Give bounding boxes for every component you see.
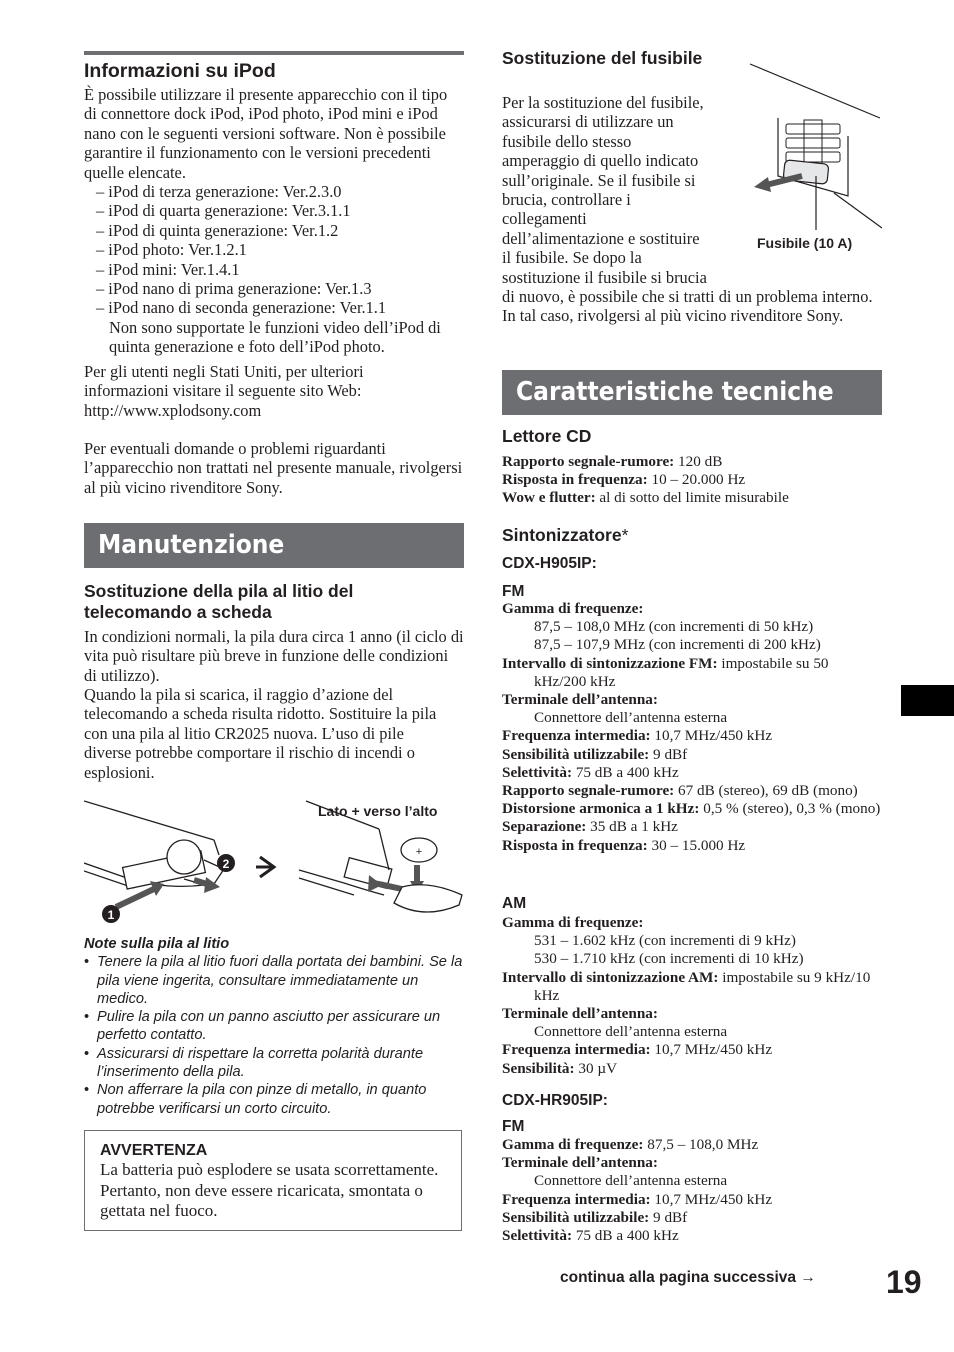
- fuse-title: Sostituzione del fusibile: [502, 48, 703, 68]
- spec-label: Intervallo di sintonizzazione FM:: [502, 654, 718, 672]
- fm-specs: [502, 600, 882, 855]
- spec-value: 531 – 1.602 kHz (con incrementi di 9 kHz): [534, 932, 796, 950]
- spec-value: 10,7 MHz/450 kHz: [654, 727, 773, 745]
- fuse-panel-line: [834, 193, 882, 228]
- list-item: – iPod di terza generazione: Ver.2.3.0: [96, 182, 342, 201]
- spec-value: 87,5 – 108,0 MHz (con incrementi di 50 kHz): [534, 618, 814, 636]
- fuse-text-tail: di nuovo, è possibile che si tratti di un problema interno. In tal caso, rivolgersi al più vicino rivenditore Sony.: [502, 287, 873, 326]
- list-item: – iPod di quarta generazione: Ver.3.1.1: [96, 201, 351, 221]
- page-number: 19: [886, 1264, 922, 1300]
- spec-value: al di sotto del limite misurabile: [599, 489, 789, 507]
- tray-arrow-head: [368, 875, 382, 892]
- spec-value: 530 – 1.710 kHz (con incrementi di 10 kHz): [534, 950, 804, 968]
- continue-note: continua alla pagina successiva →: [560, 1269, 816, 1286]
- battery-text: In condizioni normali, la pila dura circa 1 anno (il ciclo di vita può risultare più breve in funzione delle condizioni di utilizzo).: [84, 627, 464, 685]
- spec-value: 0,5 % (stereo), 0,3 % (mono): [703, 800, 881, 818]
- fm-heading: FM: [502, 583, 525, 600]
- spec-label: Gamma di frequenze:: [502, 914, 644, 931]
- ipod-title: Informazioni su iPod: [84, 60, 276, 82]
- spec-label: Frequenza intermedia:: [502, 1190, 651, 1208]
- spec-label: Sensibilità utilizzabile:: [502, 1208, 650, 1226]
- step-1-label: 1: [107, 908, 115, 922]
- battery-illustration: [84, 795, 464, 930]
- fuse-line: brucia, controllare i: [502, 190, 631, 210]
- spec-value: 9 dBf: [653, 745, 688, 763]
- top-rule: [84, 51, 464, 55]
- fm2-heading: FM: [502, 1118, 525, 1135]
- spec-label: Frequenza intermedia:: [502, 1041, 651, 1059]
- spec-label: Separazione:: [502, 818, 587, 836]
- fuse-panel: [778, 118, 848, 196]
- list-item: – iPod photo: Ver.1.2.1: [96, 240, 247, 260]
- section-tab: [901, 685, 954, 716]
- spec-label: Rapporto segnale-rumore:: [502, 782, 675, 800]
- battery-side-label: Lato + verso l’alto: [318, 803, 438, 819]
- warning-text: La batteria può esplodere se usata scorrettamente. Pertanto, non deve essere ricaricata, smontata o gettata nel fuoco.: [100, 1160, 439, 1220]
- am-heading: AM: [502, 895, 527, 912]
- list-item: – iPod nano di prima generazione: Ver.1.3: [96, 279, 372, 299]
- remote-left-drawing: [84, 801, 224, 889]
- spec-label: Wow e flutter:: [502, 489, 596, 507]
- usa-info: Per gli utenti negli Stati Uniti, per ulteriori informazioni visitare il seguente sito Web:: [84, 362, 364, 401]
- spec-value: 75 dB a 400 kHz: [575, 763, 679, 781]
- fuse-line: fusibile dello stesso: [502, 131, 632, 151]
- spec-label: Rapporto segnale-rumore:: [502, 453, 675, 470]
- fuse-line: assicurarsi di utilizzare un: [502, 112, 674, 132]
- fuse-connector: [786, 120, 840, 166]
- website-link[interactable]: http://www.xplodsony.com: [84, 401, 262, 420]
- specs-heading: Caratteristiche tecniche: [502, 370, 882, 415]
- spec-value: 35 dB a 1 kHz: [590, 818, 678, 836]
- spec-label: Risposta in frequenza:: [502, 836, 648, 854]
- fuse-text: [502, 93, 742, 287]
- ipod-intro: È possibile utilizzare il presente apparecchio con il tipo di connettore dock iPod, iPod photo, iPod mini e iPod nano con le seguenti versioni software. Non è possibile garantire il funzionamento con le versioni precedenti quelle elencate.: [84, 85, 448, 182]
- spec-value: 10,7 MHz/450 kHz: [654, 1190, 773, 1208]
- spec-label: Terminale dell’antenna:: [502, 1154, 658, 1172]
- warning-box: [84, 1130, 462, 1231]
- cd-title: Lettore CD: [502, 426, 592, 446]
- fuse-line: amperaggio di quello indicato: [502, 151, 699, 171]
- spec-label: Risposta in frequenza:: [502, 471, 648, 489]
- battery-text-2: Quando la pila si scarica, il raggio d’azione del telecomando a scheda risulta ridotto. Sostituire la pila con una pila al litio CR2025 nuova. L’uso di pile diverse potrebbe comportare il rischio di incendi o esplosioni.: [84, 685, 437, 782]
- spec-value: 87,5 – 108,0 MHz: [647, 1136, 759, 1153]
- spec-value: 10 – 20.000 Hz: [651, 471, 746, 489]
- spec-label: Intervallo di sintonizzazione AM:: [502, 968, 719, 986]
- spec-label: Sensibilità utilizzabile:: [502, 745, 650, 763]
- spec-value: Connettore dell’antenna esterna: [534, 709, 728, 727]
- list-item: – iPod mini: Ver.1.4.1: [96, 259, 240, 279]
- spec-label: Terminale dell’antenna:: [502, 691, 658, 709]
- spec-value: impostabile su 50 kHz/200 kHz: [534, 654, 829, 690]
- list-item: • Assicurarsi di rispettare la corretta polarità durante l’inserimento della pila.: [84, 1045, 464, 1082]
- spec-value: Connettore dell’antenna esterna: [534, 1172, 728, 1190]
- spec-label: Sensibilità:: [502, 1059, 575, 1077]
- ipod-version-list: [84, 182, 464, 318]
- spec-value: 120 dB: [678, 453, 723, 470]
- spec-value: 87,5 – 107,9 MHz (con incrementi di 200 kHz): [534, 636, 821, 654]
- notes-title: Note sulla pila al litio: [84, 936, 230, 952]
- spec-label: Gamma di frequenze:: [502, 1136, 644, 1153]
- battery-tray: [394, 885, 462, 912]
- battery-title: Sostituzione della pila al litio del telecomando a scheda: [84, 581, 354, 622]
- questions-text: Per eventuali domande o problemi riguardanti l’apparecchio non trattati nel presente manuale, rivolgersi al più vicino rivenditore Sony.: [84, 439, 463, 497]
- fuse-line: Per la sostituzione del fusibile,: [502, 93, 704, 112]
- fuse-line: collegamenti: [502, 209, 587, 229]
- spec-value: 9 dBf: [653, 1208, 688, 1226]
- cd-specs: [502, 453, 882, 508]
- spec-value: 67 dB (stereo), 69 dB (mono): [678, 782, 858, 800]
- list-item: – iPod di quinta generazione: Ver.1.2: [96, 220, 339, 240]
- fuse-edge-line: [750, 64, 880, 118]
- list-item: – iPod nano di seconda generazione: Ver.1.1: [96, 298, 387, 318]
- tuner-asterisk: *: [621, 525, 629, 545]
- remove-arrow-head: [754, 177, 771, 192]
- warning-title: AVVERTENZA: [100, 1142, 208, 1159]
- battery-plus-mark: +: [415, 846, 423, 858]
- spec-label: Gamma di frequenze:: [502, 600, 644, 617]
- list-item: • Pulire la pila con un panno asciutto per assicurare un perfetto contatto.: [84, 1008, 464, 1045]
- spec-label: Selettività:: [502, 1227, 573, 1245]
- spec-value: Connettore dell’antenna esterna: [534, 1023, 728, 1041]
- model-h905ip: CDX-H905IP:: [502, 555, 597, 572]
- fuse-line: dell’alimentazione e sostituire: [502, 228, 700, 248]
- tuner-title: [502, 525, 628, 546]
- spec-value: 75 dB a 400 kHz: [575, 1227, 679, 1245]
- ipod-video-note: Non sono supportate le funzioni video dell’iPod di quinta generazione e foto dell’iPod photo.: [109, 318, 441, 357]
- spec-label: Terminale dell’antenna:: [502, 1005, 658, 1023]
- list-item: • Tenere la pila al litio fuori dalla portata dei bambini. Se la pila viene ingerita, consultare immediatamente un medico.: [84, 953, 464, 1008]
- fuse-illustration: [744, 58, 882, 258]
- spec-value: 30 µV: [578, 1059, 618, 1077]
- list-item: • Non afferrare la pila con pinze di metallo, in quanto potrebbe verificarsi un corto circuito.: [84, 1081, 464, 1118]
- spec-value: 30 – 15.000 Hz: [651, 836, 746, 854]
- battery-notes: [84, 935, 464, 1118]
- fm2-specs: [502, 1136, 882, 1245]
- fuse-line: sull’originale. Se il fusibile si: [502, 170, 696, 190]
- fuse-label: Fusibile (10 A): [757, 235, 853, 251]
- spec-label: Frequenza intermedia:: [502, 727, 651, 745]
- model-hr905ip: CDX-HR905IP:: [502, 1092, 608, 1109]
- spec-label: Distorsione armonica a 1 kHz:: [502, 800, 700, 818]
- spec-value: 10,7 MHz/450 kHz: [654, 1041, 773, 1059]
- am-specs: [502, 914, 882, 1078]
- spec-label: Selettività:: [502, 763, 573, 781]
- maintenance-heading: Manutenzione: [84, 523, 464, 568]
- fuse-line: sostituzione il fusibile si brucia: [502, 267, 707, 287]
- fuse-line: il fusibile. Se dopo la: [502, 248, 642, 268]
- step-2-label: 2: [222, 857, 230, 871]
- spec-value: impostabile su 9 kHz/10 kHz: [534, 968, 871, 1004]
- tuner-title-text: Sintonizzatore: [502, 525, 622, 545]
